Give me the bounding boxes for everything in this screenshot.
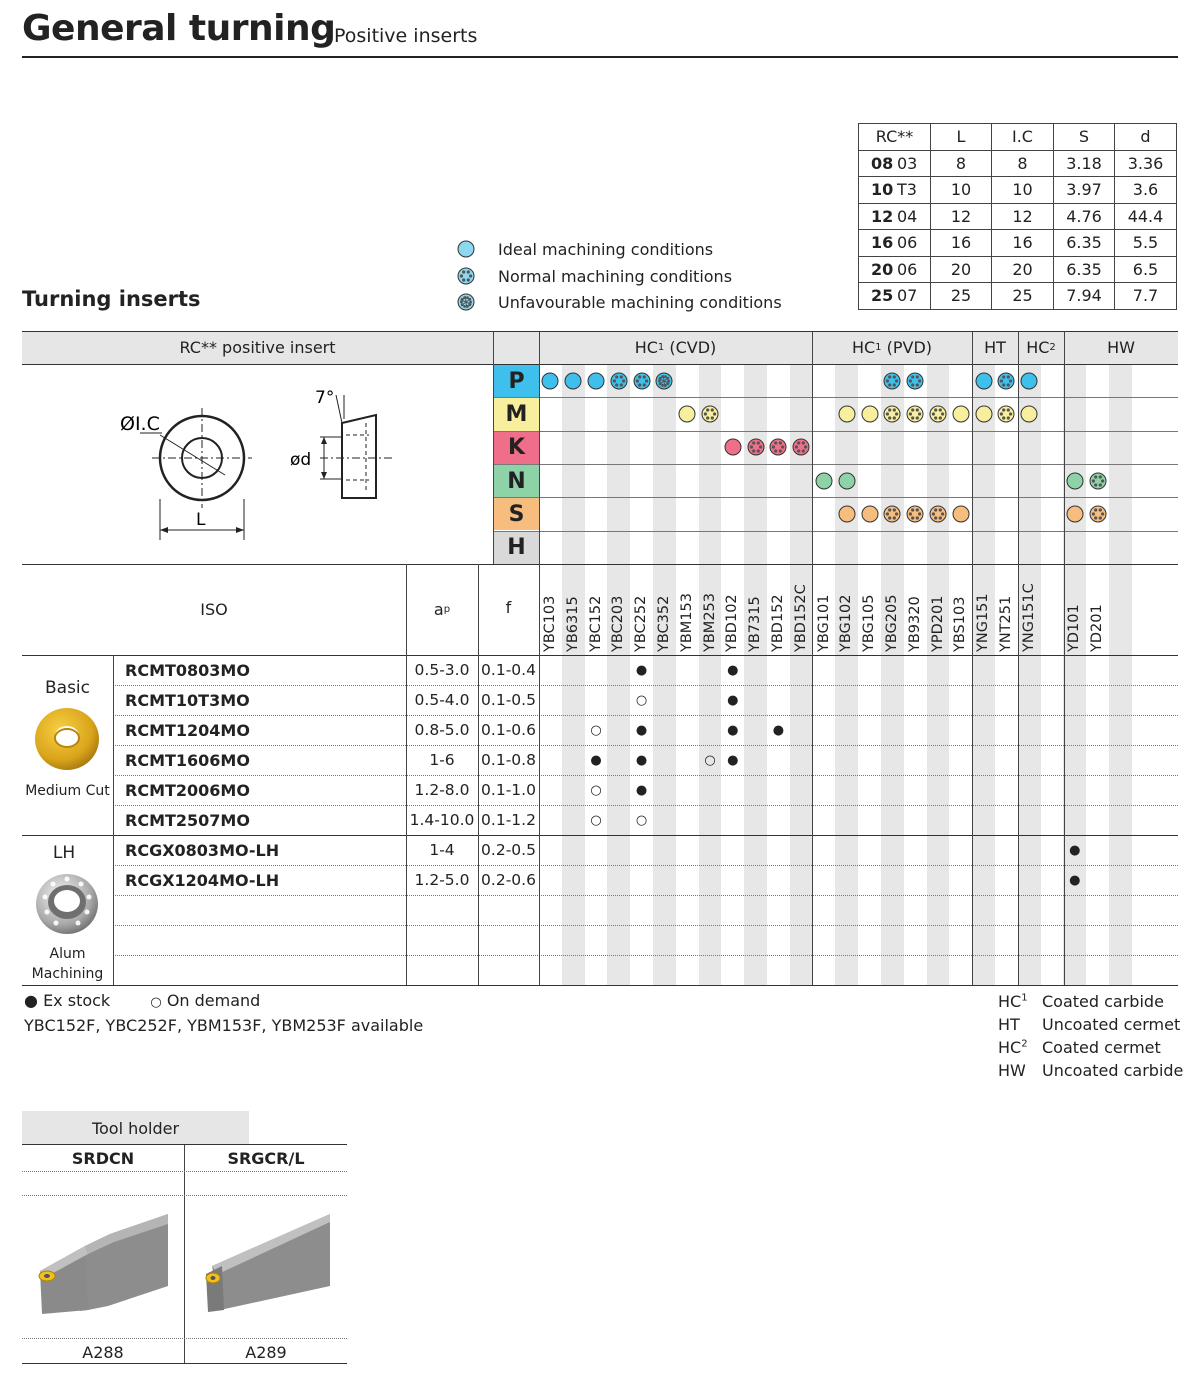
suitability-ideal-icon	[859, 403, 881, 425]
stock-legend	[24, 991, 260, 1010]
legend-ideal: Ideal machining conditions	[456, 239, 713, 259]
page-subtitle: Positive inserts	[334, 25, 478, 47]
suitability-normal-icon	[745, 436, 767, 458]
grade-column-stripe	[607, 364, 630, 985]
d-label: ød	[290, 450, 312, 470]
suitability-ideal-icon	[973, 370, 995, 392]
suitability-ideal-icon	[836, 470, 858, 492]
ex-stock-mark: ●	[590, 752, 602, 768]
insert-ap: 1.2-8.0	[414, 781, 470, 799]
suitability-ideal-icon	[859, 503, 881, 525]
grade-column-label: YBG102	[838, 594, 855, 652]
suitability-normal-icon	[631, 370, 653, 392]
holder-page-a289: A289	[245, 1342, 287, 1362]
insert-ap: 0.5-3.0	[414, 661, 470, 679]
section-heading: Turning inserts	[22, 287, 201, 311]
grade-column-stripe	[972, 364, 995, 985]
insert-ap: 1.2-5.0	[414, 871, 470, 889]
insert-dimension-drawing	[110, 375, 410, 550]
grade-column-label: YBM153	[678, 593, 695, 652]
dims-row: 10 T3 10 10 3.97 3.6	[859, 177, 1177, 204]
grade-column-label: YNG151	[975, 593, 992, 652]
insert-ap: 1-6	[429, 751, 455, 769]
grade-column-stripe	[835, 364, 858, 985]
grade-column-stripe	[1109, 364, 1132, 985]
grade-column-label: YBG105	[861, 594, 878, 652]
ap-column-header: a p	[433, 600, 451, 619]
ex-stock-mark: ●	[727, 722, 739, 738]
family-title-lh: LH	[52, 843, 76, 863]
suitability-normal-icon	[904, 403, 926, 425]
on-demand-mark: ○	[635, 812, 648, 828]
suitability-ideal-icon	[836, 503, 858, 525]
grade-column-label: YBG205	[884, 594, 900, 652]
suitability-normal-icon	[699, 403, 721, 425]
suitability-ideal-icon	[585, 370, 607, 392]
suitability-ideal-icon	[1064, 503, 1086, 525]
grade-column-label: YBC203	[610, 595, 627, 652]
grade-column-label: YD101	[1066, 604, 1083, 652]
l-label: L	[196, 510, 206, 530]
grade-column-label: YBC103	[542, 595, 558, 652]
lh-insert-image	[34, 870, 100, 936]
on-demand-mark: ○	[704, 752, 716, 768]
insert-f: 0.1-0.8	[481, 751, 536, 769]
grade-column-label: YBS103	[952, 596, 969, 652]
suitability-ideal-icon	[813, 470, 835, 492]
dims-header-cell: d	[1115, 124, 1177, 151]
suitability-ideal-icon	[1018, 370, 1040, 392]
suitability-ideal-icon	[722, 436, 744, 458]
suitability-normal-icon	[881, 403, 903, 425]
ex-stock-mark: ●	[727, 662, 739, 678]
grade-column-label: YB7315	[747, 596, 764, 652]
on-demand-mark: ○	[590, 722, 602, 738]
dims-row: 12 04 12 12 4.76 44.4	[859, 203, 1177, 230]
grade-column-label: YD201	[1089, 604, 1106, 652]
ex-stock-mark: ●	[772, 722, 785, 738]
ex-stock-mark: ●	[727, 752, 739, 768]
suitability-normal-icon	[767, 436, 789, 458]
dims-header-cell: S	[1054, 124, 1115, 151]
holder-name-srgcr: SRGCR/L	[227, 1148, 305, 1168]
insert-code: RCGX1204MO-LH	[125, 870, 280, 890]
suitability-ideal-icon	[539, 370, 561, 392]
dims-row: 20 06 20 20 6.35 6.5	[859, 256, 1177, 283]
grade-column-label: YBM253	[701, 593, 718, 652]
suitability-normal-icon	[790, 436, 812, 458]
insert-f: 0.2-0.6	[481, 871, 536, 889]
legend-unfavourable: Unfavourable machining conditions	[456, 292, 782, 312]
f-column-header: f	[505, 598, 512, 617]
dims-header-cell: RC**	[859, 124, 931, 151]
page-title: General turning	[22, 8, 336, 49]
insert-f: 0.1-1.0	[481, 781, 536, 799]
basic-insert-image	[32, 702, 102, 772]
grade-legend-row: HW Uncoated carbide	[998, 1061, 1184, 1080]
dims-row: 08 03 8 8 3.18 3.36	[859, 150, 1177, 177]
dims-row: 25 07 25 25 7.94 7.7	[859, 283, 1177, 310]
dimensions-table	[858, 123, 1177, 310]
ex-stock-mark: ●	[1069, 842, 1081, 858]
normal-condition-icon	[456, 266, 476, 286]
suitability-ideal-icon	[836, 403, 858, 425]
suitability-ideal-icon	[676, 403, 698, 425]
dims-header-cell: L	[931, 124, 992, 151]
grade-legend-row: $HC^1$ Coated carbide	[998, 992, 1164, 1011]
grade-column-label: YNG151C	[1020, 583, 1037, 652]
iso-material-m: M	[494, 398, 539, 430]
grade-column-stripe	[1018, 364, 1041, 985]
grade-column-stripe	[699, 364, 722, 985]
on-demand-mark: ○	[635, 692, 648, 708]
on-demand-label: On demand	[166, 991, 261, 1010]
grade-column-label: YBC252	[633, 595, 650, 652]
grade-group-header: HC 1 (CVD)	[634, 338, 717, 357]
tool-holder-header: Tool holder	[22, 1111, 249, 1145]
family-caption-lh: Alum Machining	[31, 946, 104, 982]
iso-material-p: P	[494, 365, 539, 397]
suitability-normal-icon	[881, 370, 903, 392]
suitability-normal-icon	[927, 503, 949, 525]
ex-stock-label: Ex stock	[43, 991, 111, 1010]
ex-stock-mark: ●	[635, 782, 648, 798]
grade-column-label: YBC152	[587, 595, 604, 652]
srdcn-holder-image	[30, 1206, 175, 1318]
suitability-normal-icon	[904, 370, 926, 392]
grade-legend-row: HT Uncoated cermet	[998, 1015, 1181, 1034]
insert-code: RCMT0803MO	[125, 660, 250, 680]
insert-ap: 0.8-5.0	[414, 721, 470, 739]
ex-stock-mark: ●	[1069, 872, 1081, 888]
insert-code: RCMT1204MO	[125, 720, 250, 740]
family-caption-basic: Medium Cut	[25, 783, 110, 799]
insert-code: RCMT10T3MO	[125, 690, 250, 710]
suitability-normal-icon	[927, 403, 949, 425]
unfavourable-condition-icon	[456, 292, 476, 312]
insert-ap: 1-4	[429, 841, 455, 859]
grade-column-stripe	[653, 364, 676, 985]
grade-column-label: YBG101	[815, 594, 832, 652]
iso-column-header: ISO	[200, 600, 228, 619]
dims-header-cell: I.C	[992, 124, 1054, 151]
suitability-ideal-icon	[950, 503, 972, 525]
suitability-ideal-icon	[973, 403, 995, 425]
suitability-normal-icon	[904, 503, 926, 525]
ic-label: ØI.C	[120, 413, 160, 435]
suitability-unfavourable-icon	[653, 370, 675, 392]
ideal-condition-icon	[456, 239, 476, 259]
insert-ap: 1.4-10.0	[409, 811, 475, 829]
suitability-normal-icon	[608, 370, 630, 392]
insert-f: 0.2-0.5	[481, 841, 536, 859]
grade-column-stripe	[1063, 364, 1086, 985]
insert-code: RCGX0803MO-LH	[125, 840, 280, 860]
grade-column-label: YB6315	[564, 596, 581, 652]
grade-column-stripe	[562, 364, 585, 985]
grade-group-header: HC 1 (PVD)	[851, 338, 933, 357]
grade-column-label: YBD102	[724, 594, 741, 652]
grade-group-header: HT	[984, 338, 1006, 357]
grade-group-header: HC 2	[1026, 338, 1056, 357]
insert-code: RCMT1606MO	[125, 750, 250, 770]
grade-column-stripe	[881, 364, 904, 985]
insert-f: 0.1-1.2	[481, 811, 536, 829]
srgcr-holder-image	[198, 1206, 338, 1318]
ex-stock-mark: ●	[635, 662, 648, 678]
insert-f: 0.1-0.6	[481, 721, 536, 739]
insert-ap: 0.5-4.0	[414, 691, 470, 709]
title-divider	[22, 56, 1178, 58]
ex-stock-mark: ●	[635, 722, 648, 738]
insert-code: RCMT2507MO	[125, 810, 250, 830]
on-demand-mark: ○	[590, 812, 602, 828]
dims-row: 16 06 16 16 6.35 5.5	[859, 230, 1177, 257]
grade-group-header: HW	[1107, 338, 1135, 357]
suitability-normal-icon	[881, 503, 903, 525]
legend-normal: Normal machining conditions	[456, 266, 732, 286]
iso-material-h: H	[494, 532, 539, 564]
insert-code: RCMT2006MO	[125, 780, 250, 800]
grade-legend-row: $HC^2$ Coated cermet	[998, 1038, 1161, 1057]
grade-column-label: YBC352	[656, 595, 672, 652]
grade-column-label: YBD152	[770, 594, 786, 652]
ex-stock-mark: ●	[727, 692, 739, 708]
grade-column-label: YBD152C	[792, 584, 809, 652]
on-demand-symbol: ○	[150, 995, 162, 1010]
iso-material-n: N	[494, 465, 539, 497]
suitability-normal-icon	[995, 403, 1017, 425]
suitability-normal-icon	[1087, 503, 1109, 525]
suitability-ideal-icon	[950, 403, 972, 425]
suitability-ideal-icon	[1018, 403, 1040, 425]
suitability-normal-icon	[995, 370, 1017, 392]
holder-name-srdcn: SRDCN	[71, 1148, 135, 1168]
suitability-ideal-icon	[562, 370, 584, 392]
grade-column-label: YB9320	[906, 596, 923, 652]
insert-f: 0.1-0.5	[481, 691, 536, 709]
insert-header: RC** positive insert	[179, 338, 336, 357]
insert-f: 0.1-0.4	[481, 661, 536, 679]
grade-column-label: YNT251	[998, 595, 1014, 652]
family-title-basic: Basic	[44, 678, 90, 698]
angle-label: 7°	[315, 388, 335, 408]
holder-page-a288: A288	[82, 1342, 124, 1362]
iso-material-k: K	[494, 432, 539, 464]
ex-stock-mark: ●	[635, 752, 648, 768]
iso-material-s: S	[494, 498, 539, 530]
availability-note: YBC152F, YBC252F, YBM153F, YBM253F available	[24, 1016, 424, 1035]
suitability-normal-icon	[1087, 470, 1109, 492]
grade-column-label: YPD201	[929, 595, 946, 652]
on-demand-mark: ○	[590, 782, 602, 798]
suitability-ideal-icon	[1064, 470, 1086, 492]
ex-stock-symbol: ●	[24, 991, 38, 1010]
grade-column-stripe	[927, 364, 950, 985]
